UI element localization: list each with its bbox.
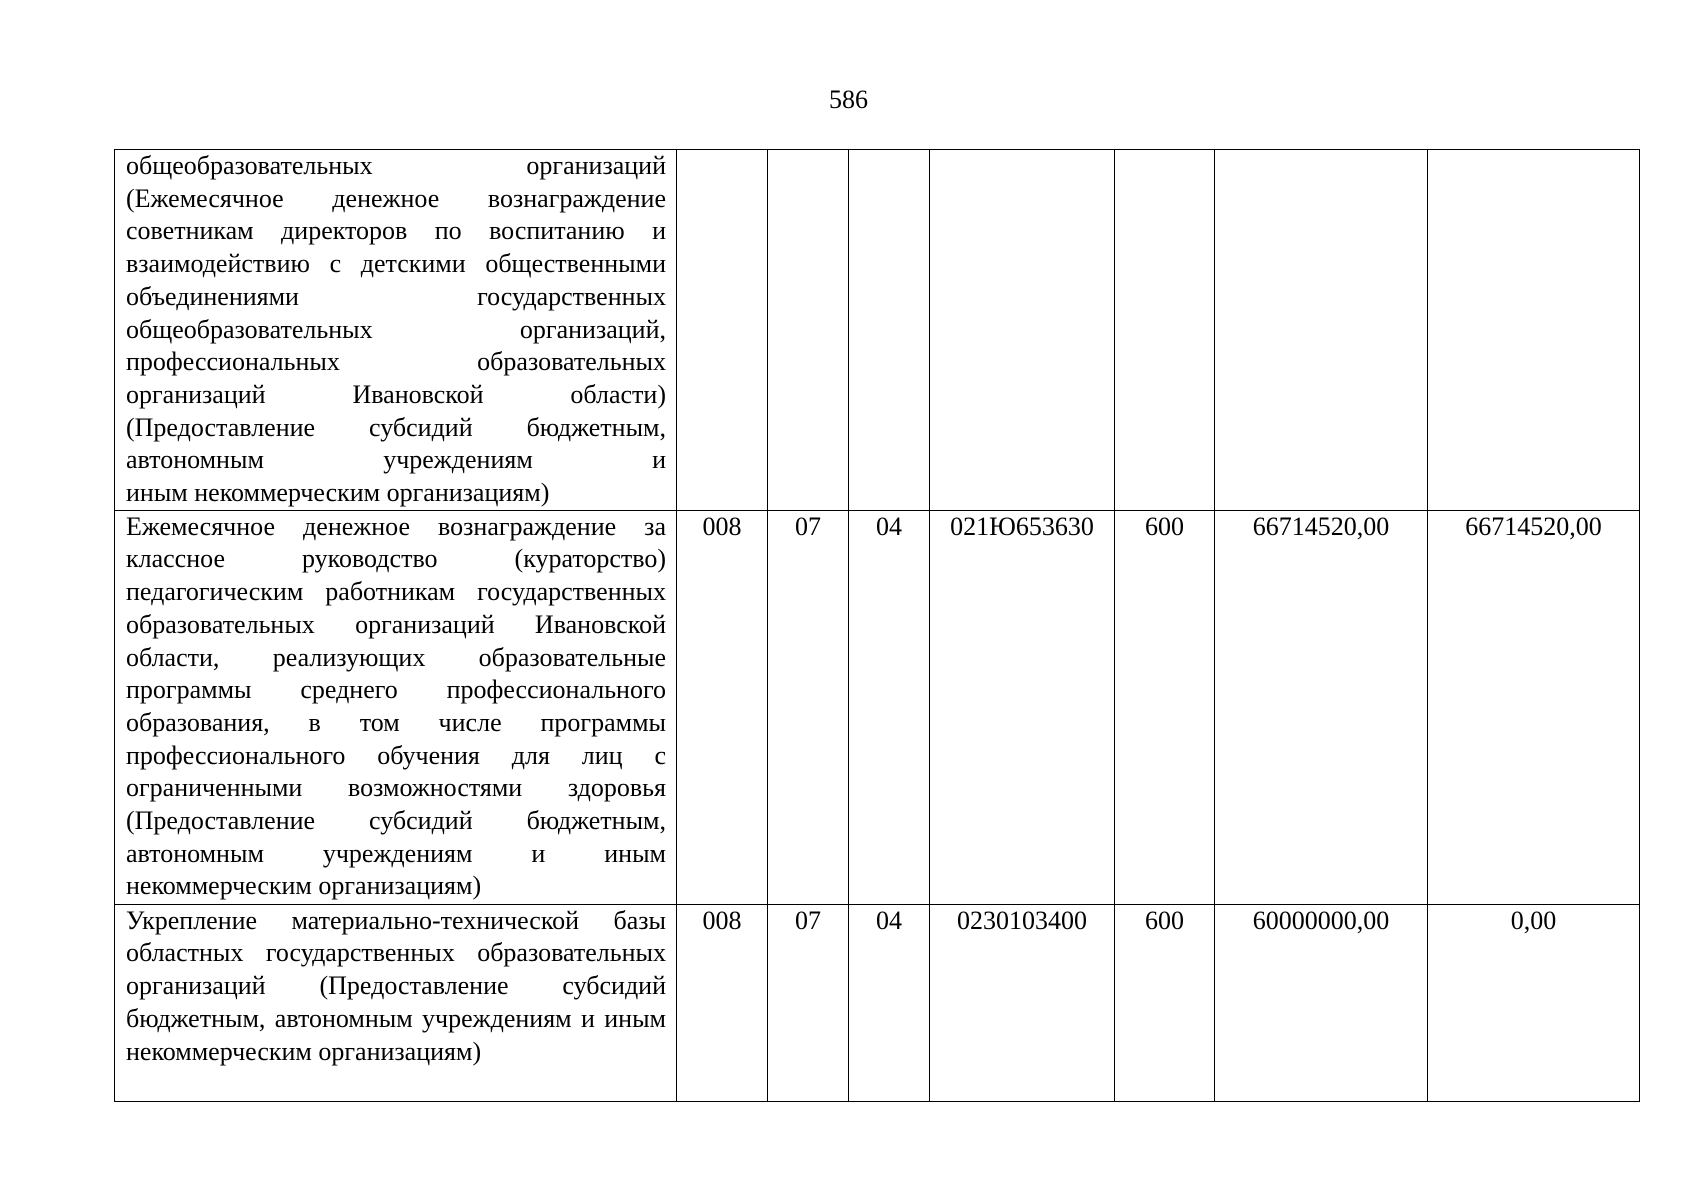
cell-subsection: 04 — [849, 510, 930, 904]
cell-section — [768, 150, 849, 511]
description-body: Укрепление материально-технической базы областных государственных образовательных организаций (Предоставление субсидий бюджетным, автономным учреждениям и иным — [126, 905, 666, 1033]
table-row — [115, 510, 1640, 904]
description-tail: некоммерческим организациям) — [126, 871, 482, 901]
description-body: общеобразовательных организаций (Ежемесячное денежное вознаграждение советникам директоров по воспитанию и взаимодействию с детскими общественными объединениями государственных общеобразовательных организаций, профессиональных образовательных организаций Ивановской области) (Предоставление субсидий бюджетным, автономным учреждениям и — [126, 151, 666, 475]
cell-amount-2: 0,00 — [1428, 904, 1640, 1101]
cell-ministry: 008 — [677, 904, 768, 1101]
cell-expense-type: 600 — [1115, 904, 1215, 1101]
cell-expense-type — [1115, 150, 1215, 511]
row-description — [115, 904, 677, 1101]
cell-target-article — [930, 150, 1115, 511]
page-number: 586 — [829, 85, 868, 114]
cell-target-article: 021Ю653630 — [930, 510, 1115, 904]
cell-ministry — [677, 150, 768, 511]
table-row — [115, 150, 1640, 511]
description-body: Ежемесячное денежное вознаграждение за классное руководство (кураторство) педагогическим работникам государственных образовательных организаций Ивановской области, реализующих образовательные программы среднего профессионального образования, в том числе программы профессионального обучения для лиц с ограниченными возможностями здоровья (Предоставление субсидий бюджетным, автономным учреждениям и иным — [126, 511, 666, 868]
cell-amount-1 — [1215, 150, 1428, 511]
cell-section: 07 — [768, 510, 849, 904]
cell-subsection: 04 — [849, 904, 930, 1101]
budget-table — [114, 149, 1640, 1102]
cell-target-article: 0230103400 — [930, 904, 1115, 1101]
cell-amount-1: 60000000,00 — [1215, 904, 1428, 1101]
cell-section: 07 — [768, 904, 849, 1101]
cell-amount-2: 66714520,00 — [1428, 510, 1640, 904]
table-row — [115, 904, 1640, 1101]
row-description — [115, 150, 677, 511]
cell-ministry: 008 — [677, 510, 768, 904]
description-tail: иным некоммерческим организациям) — [126, 478, 550, 508]
cell-amount-2 — [1428, 150, 1640, 511]
cell-subsection — [849, 150, 930, 511]
cell-amount-1: 66714520,00 — [1215, 510, 1428, 904]
cell-expense-type: 600 — [1115, 510, 1215, 904]
row-description — [115, 510, 677, 904]
description-tail: некоммерческим организациям) — [126, 1036, 482, 1066]
